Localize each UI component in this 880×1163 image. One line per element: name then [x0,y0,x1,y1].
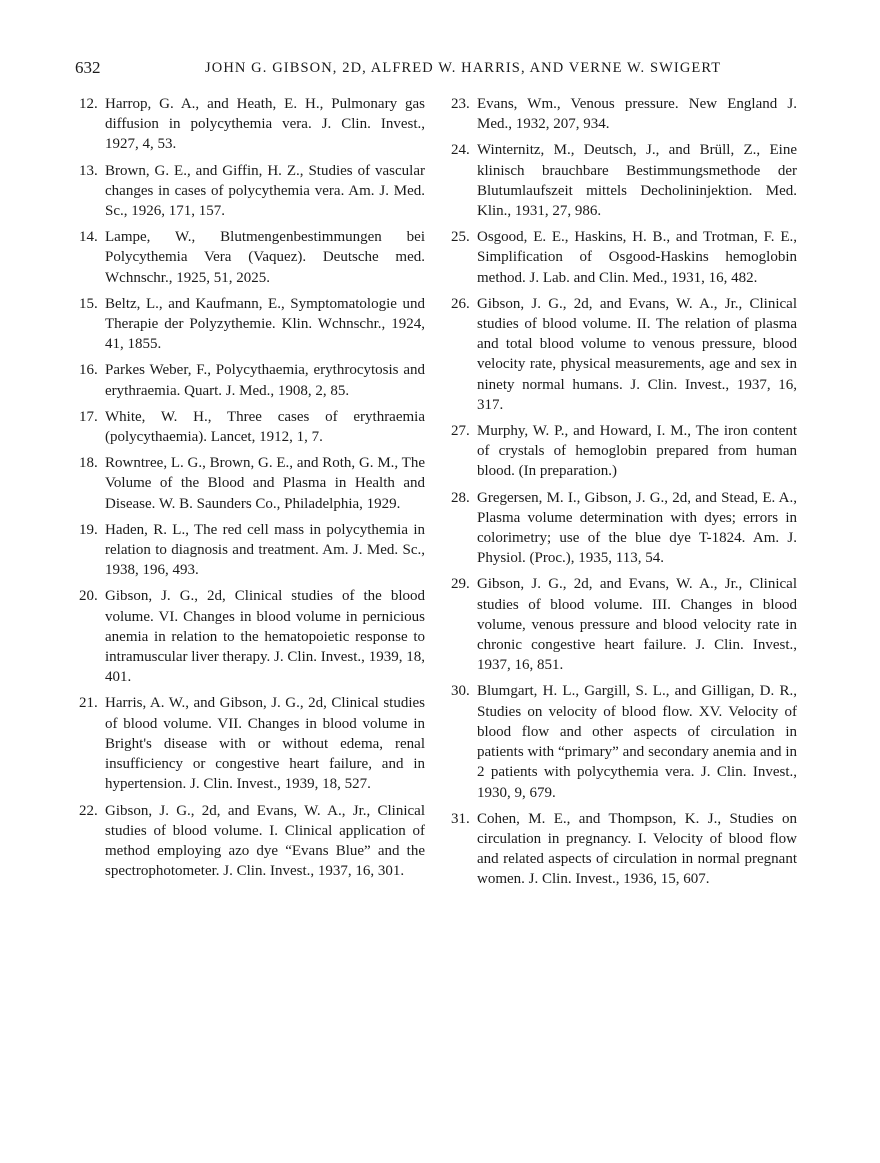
reference-number: 23. [451,96,470,112]
reference-number: 30. [451,683,470,700]
reference-item [79,360,425,400]
reference-item [79,161,425,222]
reference-number: 19. [79,521,98,538]
reference-text: Parkes Weber, F., Polycythaemia, erythrocytosis and erythraemia. Quart. J. Med., 1908, 2, 85. [105,362,425,399]
reference-text: Blumgart, H. L., Gargill, S. L., and Gilligan, D. R., Studies on velocity of blood flow. XV. Velocity of blood flow and other aspects of circulation in patients with “primary” and secondary anemia and in 2 patients with polycythemia vera. J. Clin. Invest., 1930, 9, 679. [477,683,797,801]
reference-number: 18. [79,455,98,472]
reference-number: 13. [79,162,98,179]
reference-number: 15. [79,295,98,312]
reference-number: 28. [451,489,470,506]
reference-item [79,94,425,155]
reference-number: 31. [451,810,470,827]
reference-item [451,140,797,221]
reference-item [451,294,797,415]
references-right-column [451,94,797,896]
running-head-authors: JOHN G. GIBSON, 2D, ALFRED W. HARRIS, AND VERNE W. SWIGERT [205,60,722,76]
reference-text: Rowntree, L. G., Brown, G. E., and Roth, G. M., The Volume of the Blood and Plasma in Health and Disease. W. B. Saunders Co., Philadelphia, 1929. [105,455,425,512]
reference-number: 22. [79,802,98,819]
reference-text: Harris, A. W., and Gibson, J. G., 2d, Clinical studies of blood volume. VII. Changes in blood volume in Bright's disease with or without edema, renal insufficiency or congestive heart failure, and in hypertension. J. Clin. Invest., 1939, 18, 527. [105,695,425,793]
reference-text: Winternitz, M., Deutsch, J., and Brüll, Z., Eine klinisch brauchbare Bestimmungsmethode der Blutumlaufszeit mittels Decholininjektion. Med. Klin., 1931, 27, 986. [477,142,797,220]
reference-text: Gibson, J. G., 2d, and Evans, W. A., Jr., Clinical studies of blood volume. II. The relation of plasma and total blood volume to venous pressure, blood velocity rate, physical measurements, age and sex in ninety normal humans. J. Clin. Invest., 1937, 16, 317. [477,295,797,413]
reference-item [451,681,797,802]
reference-number: 21. [79,695,98,712]
reference-item [79,693,425,794]
reference-text: Gibson, J. G., 2d, and Evans, W. A., Jr., Clinical studies of blood volume. I. Clinical application of method employing azo dye “Evans Blue” and the spectrophotometer. J. Clin. Invest., 1937, 16, 301. [105,802,425,880]
reference-text: White, W. H., Three cases of erythraemia (polycythaemia). Lancet, 1912, 1, 7. [105,408,425,446]
reference-text: Murphy, W. P., and Howard, I. M., The iron content of crystals of hemoglobin prepared from human blood. (In preparation.) [477,423,797,480]
reference-text: Beltz, L., and Kaufmann, E., Symptomatologie und Therapie der Polyzythemie. Klin. Wchnschr., 1924, 41, 1855. [105,295,425,353]
reference-number: 17. [79,408,98,425]
reference-number: 27. [451,423,470,440]
reference-item [79,227,425,288]
reference-item [79,407,425,447]
reference-item [451,488,797,569]
reference-text: Gregersen, M. I., Gibson, J. G., 2d, and Stead, E. A., Plasma volume determination with dyes; errors in colorimetry; use of the blue dye T-1824. Am. J. Physiol. (Proc.), 1935, 113, 54. [477,489,797,567]
reference-number: 26. [451,295,470,312]
reference-item [451,94,797,134]
reference-text: Haden, R. L., The red cell mass in polycythemia in relation to diagnosis and treatment. Am. J. Med. Sc., 1938, 196, 493. [105,521,425,579]
reference-number: 29. [451,576,470,593]
reference-text: Cohen, M. E., and Thompson, K. J., Studies on circulation in pregnancy. I. Velocity of blood flow and related aspects of circulation in normal pregnant women. J. Clin. Invest., 1936, 15, 607. [477,810,797,888]
reference-item [451,227,797,288]
reference-item [79,453,425,514]
reference-item [79,520,425,581]
reference-text: Evans, Wm., Venous pressure. New England J. Med., 1932, 207, 934. [477,96,797,133]
reference-text: Harrop, G. A., and Heath, E. H., Pulmonary gas diffusion in polycythemia vera. J. Clin. Invest., 1927, 4, 53. [105,96,425,153]
reference-number: 16. [79,362,98,379]
reference-text: Gibson, J. G., 2d, and Evans, W. A., Jr., Clinical studies of blood volume. III. Changes in blood volume, venous pressure and blood velocity rate in chronic congestive heart failure. J. Clin. Invest., 1937, 16, 851. [477,576,797,674]
reference-item [451,809,797,890]
reference-number: 24. [451,142,470,159]
reference-number: 25. [451,229,470,246]
reference-text: Gibson, J. G., 2d, Clinical studies of the blood volume. VI. Changes in blood volume in pernicious anemia in relation to the hematopoietic response to intramuscular liver therapy. J. Clin. Invest., 1939, 18, 401. [105,588,425,686]
reference-number: 20. [79,588,98,605]
reference-item [451,421,797,482]
reference-item [79,586,425,687]
page-number: 632 [75,58,101,77]
reference-text: Brown, G. E., and Giffin, H. Z., Studies of vascular changes in cases of polycythemia vera. Am. J. Med. Sc., 1926, 171, 157. [105,162,425,220]
reference-number: 14. [79,229,98,246]
reference-text: Osgood, E. E., Haskins, H. B., and Trotman, F. E., Simplification of Osgood-Haskins hemoglobin method. J. Lab. and Clin. Med., 1931, 16, 482. [477,229,797,286]
reference-item [451,574,797,675]
reference-item [79,801,425,882]
reference-number: 12. [79,96,98,112]
page-header [75,58,815,82]
reference-item [79,294,425,355]
reference-text: Lampe, W., Blutmengenbestimmungen bei Polycythemia Vera (Vaquez). Deutsche med. Wchnschr., 1925, 51, 2025. [105,229,425,286]
references-left-column [79,94,425,887]
